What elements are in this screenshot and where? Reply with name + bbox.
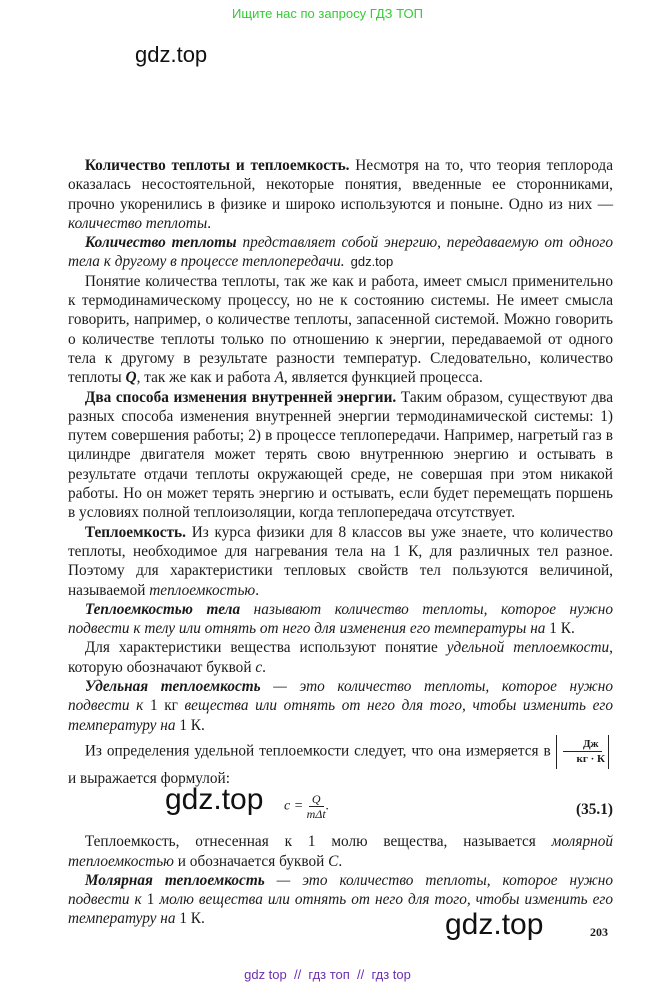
- unit-numerator: Дж: [563, 737, 601, 752]
- text-segment: количество теплоты: [68, 214, 208, 232]
- formula-fraction: [307, 792, 326, 821]
- text-segment: представляет собой энергию, передаваемую от одного тела к другому в процессе теплопередачи.: [68, 234, 613, 271]
- paragraph: [68, 600, 613, 639]
- paragraph: [68, 156, 613, 233]
- text-segment: и выражается формулой:: [68, 769, 230, 787]
- paragraph: [68, 677, 613, 735]
- watermark-gdz-top: gdz.top: [445, 908, 544, 941]
- unit-denominator: кг · К: [576, 753, 605, 766]
- text-segment: Из курса физики для 8 классов вы уже знаете, что количество теплоты, необходимое для нагревания тела на 1 К, для различных тел разное. Поэтому для характеристики тепловых свойств тел пользуются величиной, называемой: [68, 523, 613, 599]
- watermark-gdz-top: gdz.top: [165, 783, 264, 817]
- watermark-gdz-top: gdz.top: [350, 254, 394, 270]
- text-segment: Молярная теплоемкость: [84, 871, 265, 889]
- text-segment: называют количество теплоты, которое нужно подвести к телу или отнять от него для изменения его температуры на: [68, 600, 613, 638]
- formula-numerator: Q: [309, 792, 324, 807]
- text-segment: .: [338, 852, 343, 870]
- formula-denominator: mΔt: [306, 807, 326, 822]
- text-segment: и обозначается буквой: [173, 852, 329, 870]
- text-segment: теплоемкостью: [149, 581, 256, 599]
- text-segment: Теплоемкость, отнесенная к 1 молю вещества, называется: [84, 833, 552, 851]
- equation-number: (35.1): [576, 801, 613, 819]
- paragraph: [68, 735, 613, 788]
- text-segment: Несмотря на то, что теория теплорода оказалась несостоятельной, некоторые понятия, введенные ее сторонниками, прочно укоренились в физике и широко используются и поныне. Одно из них —: [68, 157, 613, 213]
- paragraph: [68, 832, 613, 871]
- formula-lhs: c =: [284, 798, 304, 814]
- text-segment: Два способа изменения внутренней энергии.: [84, 388, 397, 406]
- text-segment: Количество теплоты и теплоемкость.: [84, 157, 350, 174]
- search-banner-link[interactable]: Ищите нас по запросу ГДЗ ТОП: [232, 6, 423, 21]
- text-segment: 1: [146, 891, 155, 909]
- watermark-gdz-top: gdz.top: [135, 42, 208, 67]
- page-number: 203: [590, 925, 608, 939]
- text-segment: Понятие количества теплоты, так же как и работа, имеет смысл применительно к термодинамическому процессу, но не к состоянию системы. Не имеет смысла говорить, например, о количестве теплоты, запасенной системой. Можно говорить о количестве теплоты только по отношению к энергии, передаваемой от одного тела к другому в результате разности температур. Следовательно, количество теплоты: [68, 272, 613, 387]
- text-segment: Количество теплоты: [84, 234, 237, 252]
- bottom-links[interactable]: gdz top // гдз топ // гдз top: [244, 967, 411, 982]
- paragraph: [68, 233, 613, 272]
- paragraph: [68, 638, 613, 677]
- paragraphs-before-formula: [68, 156, 613, 788]
- text-segment: — это количество теплоты, которое нужно подвести к: [68, 871, 613, 909]
- text-segment: c: [255, 658, 263, 676]
- unit-fraction: [560, 737, 605, 766]
- text-segment: молю вещества или отнять от него для того, чтобы изменить его температуру на: [68, 891, 613, 928]
- formula-35-1: [284, 792, 329, 821]
- text-segment: Для характеристики вещества используют понятие: [84, 639, 447, 657]
- formula-line: [68, 783, 613, 832]
- text-segment: вещества или отнять от него для того, чтобы изменить его температуру на: [68, 697, 613, 734]
- text-segment: A: [274, 369, 284, 387]
- text-segment: , которую обозначают буквой: [68, 639, 613, 676]
- text-segment: , так же как и работа: [136, 369, 275, 387]
- text-segment: Удельная теплоемкость: [84, 678, 261, 696]
- unit-bracket: [556, 735, 609, 769]
- paragraph: [68, 272, 613, 388]
- text-segment: Q: [125, 369, 137, 387]
- text-segment: Таким образом, существуют два разных способа изменения внутренней энергии термодинамической системы: 1) путем совершения работы; 2) в процессе теплопередачи. Например, нагретый газ в цилиндре двигателя может терять свою внутреннюю энергию и остывать в результате отдачи теплоты окружающей среде, не совершая при этом никакой работы. Но он может терять энергию и остывать, если будет перемещать поршень в условиях полной теплоизоляции, когда теплопередача отсутствует.: [68, 388, 613, 522]
- paragraph: [68, 523, 613, 600]
- text-segment: молярной теплоемкостью: [68, 833, 613, 870]
- text-segment: Теплоемкостью тела: [84, 600, 241, 618]
- text-segment: C: [328, 852, 339, 870]
- text-segment: .: [207, 214, 212, 232]
- formula-tail: .: [325, 798, 330, 814]
- paragraph: [68, 388, 613, 523]
- text-segment: — это количество теплоты, которое нужно подвести к: [68, 678, 613, 715]
- text-segment: 1 К.: [549, 620, 575, 638]
- text-segment: .: [262, 658, 266, 676]
- text-segment: 1 К.: [179, 910, 205, 928]
- text-segment: 1 кг: [149, 697, 178, 715]
- text-segment: .: [255, 581, 260, 599]
- text-segment: Из определения удельной теплоемкости следует, что она измеряется в: [84, 742, 556, 760]
- text-segment: , является функцией процесса.: [283, 369, 483, 387]
- textbook-page: [68, 156, 613, 929]
- text-segment: Теплоемкость.: [84, 523, 186, 541]
- text-segment: 1 К.: [179, 716, 205, 734]
- text-segment: удельной теплоемкости: [446, 639, 610, 657]
